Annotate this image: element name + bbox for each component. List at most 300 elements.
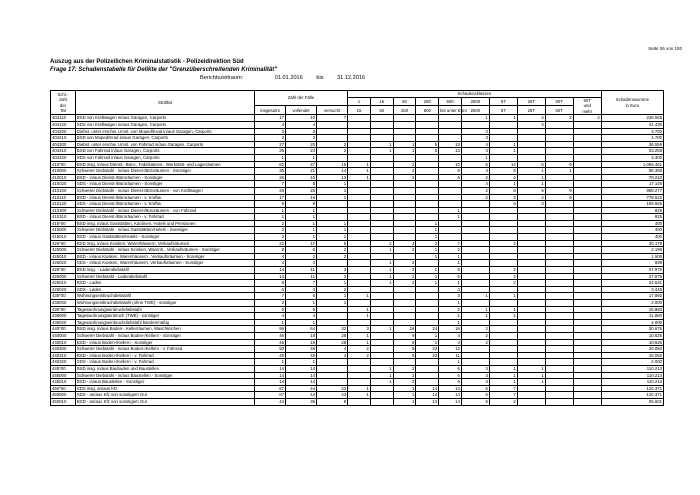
cases-attempted: 14	[317, 168, 348, 175]
damage-class-count	[573, 121, 601, 128]
table-row	[51, 332, 664, 339]
damage-sum: 15.860	[601, 306, 663, 313]
damage-class-count	[461, 247, 489, 254]
damage-class-count: 6	[439, 379, 462, 386]
cases-total: 35	[254, 168, 285, 175]
damage-class-count: 1	[370, 273, 393, 280]
damage-class-count: 1	[517, 168, 545, 175]
cases-completed: 1	[285, 154, 316, 161]
damage-class-count	[439, 227, 462, 234]
damage-class-count: 2	[393, 247, 416, 254]
damage-class-count: 3	[517, 201, 545, 208]
damage-class-count	[573, 227, 601, 234]
damage-class-count	[545, 379, 573, 386]
damage-class-count: 5	[517, 187, 545, 194]
damage-sum: 3.448	[601, 286, 663, 293]
damage-class-count	[573, 201, 601, 208]
damage-class-count	[348, 319, 371, 326]
damage-class-count	[545, 214, 573, 221]
damage-class-count: 3	[461, 372, 489, 379]
cases-total: 50	[254, 346, 285, 353]
damage-class-count	[416, 306, 439, 313]
table-row	[51, 240, 664, 247]
offense-name: BSD - in/aus Dienst-/Büroräumen - v. Fahrrad	[75, 214, 254, 221]
damage-class-count	[489, 135, 517, 142]
damage-class-count	[545, 273, 573, 280]
damage-class-count: 1	[517, 181, 545, 188]
offense-key: 410300	[51, 207, 76, 214]
damage-class-count	[416, 115, 439, 122]
damage-class-count	[545, 319, 573, 326]
cases-completed: 24	[285, 148, 316, 155]
header-class-from: 250	[416, 97, 439, 106]
damage-class-count	[573, 214, 601, 221]
table-row	[51, 293, 664, 300]
damage-class-count: 1	[517, 379, 545, 386]
damage-class-count: 2	[393, 260, 416, 267]
cases-total: 67	[254, 392, 285, 399]
damage-class-count: 5	[416, 141, 439, 148]
damage-class-count	[545, 313, 573, 320]
damage-class-count: 1	[348, 293, 371, 300]
damage-class-count: 2	[393, 168, 416, 175]
damage-class-count	[416, 168, 439, 175]
offense-key: 426*00	[51, 267, 76, 274]
damage-class-count	[348, 148, 371, 155]
damage-class-count	[461, 207, 489, 214]
damage-class-count	[517, 207, 545, 214]
offense-name: Schwerer Diebstahl - Ladendiebstahl	[75, 273, 254, 280]
cases-total: 2	[254, 234, 285, 241]
damage-class-count	[573, 286, 601, 293]
damage-class-count	[489, 220, 517, 227]
cases-total: 26	[254, 174, 285, 181]
damage-class-count	[545, 128, 573, 135]
cases-completed: 4	[285, 313, 316, 320]
damage-class-count	[348, 247, 371, 254]
table-row	[51, 385, 664, 392]
damage-class-count	[393, 181, 416, 188]
table-row	[51, 128, 664, 135]
damage-class-count	[573, 148, 601, 155]
damage-class-count: 1	[393, 398, 416, 405]
damage-class-count: 1	[370, 260, 393, 267]
damage-class-count: 16	[439, 326, 462, 333]
cases-total: 1	[254, 154, 285, 161]
damage-class-count	[393, 319, 416, 326]
damage-class-count	[416, 293, 439, 300]
damage-class-count	[573, 234, 601, 241]
damage-class-count	[545, 234, 573, 241]
cases-total: 6	[254, 286, 285, 293]
damage-class-count	[348, 300, 371, 307]
damage-class-count	[545, 339, 573, 346]
damage-class-count	[517, 286, 545, 293]
cases-total: 5	[254, 306, 285, 313]
damage-class-count: 5	[489, 187, 517, 194]
damage-class-count: 2	[416, 240, 439, 247]
cases-completed: 18	[285, 339, 316, 346]
damage-class-count	[573, 141, 601, 148]
cases-attempted	[317, 128, 348, 135]
offense-key: 450000	[51, 392, 76, 399]
damage-class-count	[573, 220, 601, 227]
damage-class-count	[370, 319, 393, 326]
damage-class-count	[461, 121, 489, 128]
damage-class-count	[416, 372, 439, 379]
damage-class-count: 3	[461, 135, 489, 142]
damage-class-count	[545, 181, 573, 188]
damage-class-count	[573, 293, 601, 300]
damage-class-count	[573, 253, 601, 260]
cases-attempted: 13	[317, 174, 348, 181]
damage-sum: 17.860	[601, 293, 663, 300]
damage-class-count	[545, 286, 573, 293]
damage-class-count	[517, 293, 545, 300]
damage-class-count	[393, 359, 416, 366]
cases-completed: 15	[285, 174, 316, 181]
period-to: 31.12.2016	[337, 75, 366, 81]
offense-key: 404310	[51, 148, 76, 155]
damage-class-count	[348, 121, 371, 128]
damage-class-count	[348, 214, 371, 221]
offense-name: BSD - in/aus Baustellen - Sonstiger	[75, 379, 254, 386]
table-row	[51, 227, 664, 234]
damage-class-count	[545, 300, 573, 307]
damage-sum: 400	[601, 220, 663, 227]
report-period	[200, 75, 365, 81]
damage-class-count	[416, 319, 439, 326]
damage-class-count: 1	[416, 280, 439, 287]
damage-class-count: 1	[370, 267, 393, 274]
cases-attempted: 1	[317, 234, 348, 241]
table-row	[51, 201, 664, 208]
cases-attempted: 2	[317, 253, 348, 260]
cases-total: 49	[254, 352, 285, 359]
cases-total: 26	[254, 187, 285, 194]
damage-class-count	[370, 398, 393, 405]
table-row	[51, 247, 664, 254]
damage-class-count: 1	[416, 247, 439, 254]
offense-key: 410310	[51, 214, 76, 221]
offense-key: 440*00	[51, 326, 76, 333]
offense-key: 440320	[51, 359, 76, 366]
cases-completed: 1	[285, 359, 316, 366]
offense-name: Schwerer Diebstahl - in/aus Boden-/Kellern - Sonstiger	[75, 332, 254, 339]
damage-class-count: 2	[461, 194, 489, 201]
damage-class-count	[370, 346, 393, 353]
damage-class-count	[348, 154, 371, 161]
damage-class-count	[517, 247, 545, 254]
cases-total: 22	[254, 240, 285, 247]
damage-class-count	[348, 201, 371, 208]
damage-class-count	[348, 273, 371, 280]
damage-class-count: 2	[489, 280, 517, 287]
damage-class-count: 13	[439, 141, 462, 148]
damage-class-count	[370, 339, 393, 346]
damage-class-count	[545, 207, 573, 214]
table-row	[51, 161, 664, 168]
damage-class-count	[461, 346, 489, 353]
damage-class-count	[545, 174, 573, 181]
damage-class-count: 1	[439, 207, 462, 214]
damage-class-count	[573, 135, 601, 142]
cases-attempted: 1	[317, 187, 348, 194]
damage-class-count: 1	[393, 392, 416, 399]
damage-class-count: 9	[393, 352, 416, 359]
damage-class-count	[573, 247, 601, 254]
damage-sum: 1.500	[601, 253, 663, 260]
cases-completed: 1	[285, 214, 316, 221]
damage-class-count	[545, 365, 573, 372]
cases-total: 26	[254, 148, 285, 155]
damage-class-count: 4	[439, 332, 462, 339]
offense-name: BSD von Moped/Krad in/aus Garagen, Carports	[75, 135, 254, 142]
offense-name: Schwerer Diebstahl - in/aus Dienst-/Büroräumen - Sonstiger	[75, 168, 254, 175]
offense-name: SDS - an/aus Kfz von sonstigem Gut	[75, 392, 254, 399]
damage-class-count	[393, 293, 416, 300]
damage-class-count: 1	[489, 372, 517, 379]
header-bis-unter: bis unter Euro	[440, 107, 467, 113]
damage-class-count: 7	[439, 240, 462, 247]
table-row	[51, 253, 664, 260]
damage-class-count: 1	[461, 306, 489, 313]
damage-class-count	[489, 234, 517, 241]
damage-class-count: 2	[461, 187, 489, 194]
offense-name: BSD insg. in/aus Gaststätten, Kantinen, Hotels und Pensionen	[75, 220, 254, 227]
damage-sum: 2.000	[601, 359, 663, 366]
damage-class-count	[393, 115, 416, 122]
offense-name: BSD insg. in/aus Kiosken, Warenhäusern, Verkaufsräumen	[75, 240, 254, 247]
damage-class-count: 9	[393, 332, 416, 339]
cases-total: 4	[254, 313, 285, 320]
offense-key: 410020	[51, 181, 76, 188]
header-class-to: 50T	[545, 106, 573, 115]
cases-completed: 11	[285, 267, 316, 274]
table-row	[51, 280, 664, 287]
damage-sum: 825	[601, 214, 663, 221]
offense-key: 426010	[51, 280, 76, 287]
offense-name: BSD - in/aus Gaststätten/Hotels - Sonstiger	[75, 234, 254, 241]
damage-class-count	[370, 115, 393, 122]
cases-completed: 6	[285, 181, 316, 188]
offense-key: 445000	[51, 372, 76, 379]
damage-class-count: 5	[439, 267, 462, 274]
offense-key: 425*00	[51, 240, 76, 247]
damage-class-count: 1	[370, 247, 393, 254]
damage-class-count	[573, 194, 601, 201]
damage-class-count: 6	[489, 201, 517, 208]
cases-attempted	[317, 313, 348, 320]
damage-class-count: 12	[439, 346, 462, 353]
cases-completed: 17	[285, 240, 316, 247]
damage-sum: 235.565	[601, 115, 663, 122]
damage-class-count: 2	[573, 115, 601, 122]
damage-class-count: 4	[393, 240, 416, 247]
damage-class-count	[439, 181, 462, 188]
cases-completed: 7	[285, 280, 316, 287]
damage-class-count	[489, 359, 517, 366]
damage-class-count	[461, 267, 489, 274]
damage-class-count	[393, 154, 416, 161]
damage-class-count	[517, 253, 545, 260]
damage-class-count	[573, 161, 601, 168]
damage-class-count: 4	[439, 339, 462, 346]
damage-class-count	[545, 293, 573, 300]
header-total: insgesamt	[254, 106, 285, 115]
damage-class-count: 14	[416, 392, 439, 399]
damage-class-count: 13	[439, 148, 462, 155]
damage-class-count	[573, 332, 601, 339]
offense-name: Schwerer Diebstahl - in/aus Gaststätten/Hotels - Sonstiger	[75, 227, 254, 234]
damage-class-count	[517, 319, 545, 326]
header-class-from: 50T	[545, 97, 573, 106]
damage-class-count	[370, 135, 393, 142]
damage-class-count	[416, 300, 439, 307]
offense-key: 450010	[51, 398, 76, 405]
cases-completed: 4	[285, 121, 316, 128]
damage-class-count	[489, 247, 517, 254]
damage-class-count: 6	[439, 365, 462, 372]
damage-class-count	[517, 306, 545, 313]
damage-class-count	[439, 201, 462, 208]
cases-total: 8	[254, 280, 285, 287]
damage-class-count	[545, 392, 573, 399]
damage-class-count	[370, 207, 393, 214]
damage-class-count: 1	[489, 379, 517, 386]
header-completed: vollendet	[285, 106, 316, 115]
header-damage-sum: Schadenssumme in Euro	[601, 91, 663, 115]
header-class-to: 15	[348, 106, 371, 115]
cases-attempted: 1	[317, 181, 348, 188]
offense-key: 410010	[51, 174, 76, 181]
period-from: 01.01.2016	[274, 75, 303, 81]
damage-class-count	[573, 240, 601, 247]
damage-sum: 699	[601, 260, 663, 267]
damage-class-count	[573, 372, 601, 379]
cases-attempted	[317, 260, 348, 267]
offense-key: 410000	[51, 168, 76, 175]
table-row	[51, 194, 664, 201]
damage-class-count	[416, 207, 439, 214]
damage-class-count: 5	[461, 161, 489, 168]
damage-class-count: 3	[461, 379, 489, 386]
damage-sum: 110.213	[601, 372, 663, 379]
cases-completed: 2	[285, 253, 316, 260]
damage-sum: 11.860	[601, 313, 663, 320]
cases-attempted: 1	[317, 227, 348, 234]
offense-name: SDS - in/aus Boden-/Kellern - v. Fahrrad	[75, 359, 254, 366]
cases-completed: 46	[285, 346, 316, 353]
damage-class-count	[489, 286, 517, 293]
damage-sum: 189.655	[601, 201, 663, 208]
cases-completed: 14	[285, 365, 316, 372]
cases-attempted: 3	[317, 267, 348, 274]
header-class-to: 500	[416, 106, 439, 115]
damage-sum: 778.622	[601, 194, 663, 201]
cases-attempted: 4	[317, 352, 348, 359]
damage-class-count: 4	[517, 121, 545, 128]
offense-name: BSD von Fahrrad in/aus Garagen, Carports	[75, 148, 254, 155]
damage-class-count: 2	[461, 332, 489, 339]
damage-class-count	[370, 385, 393, 392]
cases-total: 7	[254, 293, 285, 300]
damage-class-count: 3	[461, 168, 489, 175]
header-class-from: 2500	[461, 97, 489, 106]
offense-key: 440000	[51, 332, 76, 339]
cases-total: 1	[254, 319, 285, 326]
table-row	[51, 346, 664, 353]
cases-completed: 6	[285, 247, 316, 254]
offense-name: Diebst. unter erschw. Umst. von Fahrrad in/aus Garagen, Carports	[75, 141, 254, 148]
offense-name: BSD insg. in/aus Baubuden und Baustellen	[75, 365, 254, 372]
cases-total: 2	[254, 227, 285, 234]
offense-name: SDS - in/aus Kiosken, Warenhäusern, Verkaufsräumen - Sonstiger	[75, 260, 254, 267]
cases-total: 17	[254, 115, 285, 122]
damage-class-count: 2	[489, 398, 517, 405]
damage-class-count: 1	[489, 313, 517, 320]
damage-class-count	[573, 267, 601, 274]
damage-class-count	[489, 154, 517, 161]
damage-class-count	[393, 313, 416, 320]
cases-attempted: 5	[317, 240, 348, 247]
damage-class-count: 2	[393, 280, 416, 287]
damage-class-count	[393, 220, 416, 227]
damage-class-count: 5	[416, 148, 439, 155]
damage-class-count	[545, 346, 573, 353]
damage-class-count	[370, 227, 393, 234]
offense-key: 410120	[51, 201, 76, 208]
damage-class-count	[348, 135, 371, 142]
damage-class-count	[348, 365, 371, 372]
offense-name: Tageswohnungseinbruchdiebstahl	[75, 306, 254, 313]
table-row	[51, 174, 664, 181]
damage-class-count	[461, 273, 489, 280]
table-row	[51, 359, 664, 366]
damage-class-count: 1	[348, 392, 371, 399]
cases-completed: 4	[285, 260, 316, 267]
cases-attempted	[317, 359, 348, 366]
table-row	[51, 141, 664, 148]
damage-class-count	[489, 332, 517, 339]
offense-name: BSD von Kraftwagen in/aus Garagen, Carports	[75, 115, 254, 122]
damage-sum: 17.149	[601, 181, 663, 188]
cases-completed: 44	[285, 385, 316, 392]
damage-sum: 36.559	[601, 141, 663, 148]
cases-total: 46	[254, 332, 285, 339]
damage-class-count	[517, 398, 545, 405]
damage-class-count	[416, 379, 439, 386]
offense-key: 415010	[51, 234, 76, 241]
damage-class-count	[370, 332, 393, 339]
cases-completed: 18	[285, 332, 316, 339]
damage-class-count	[573, 398, 601, 405]
cases-attempted	[317, 365, 348, 372]
cases-attempted: 8	[317, 398, 348, 405]
damage-class-count	[517, 280, 545, 287]
cases-completed: 14	[285, 372, 316, 379]
damage-class-count	[461, 300, 489, 307]
damage-class-count: 1	[393, 148, 416, 155]
damage-class-count	[461, 280, 489, 287]
damage-class-count	[370, 194, 393, 201]
damage-class-count	[393, 135, 416, 142]
cases-completed: 25	[285, 187, 316, 194]
damage-class-count	[517, 346, 545, 353]
header-cases: Zahl der Fälle	[254, 91, 347, 106]
damage-class-count	[545, 267, 573, 274]
table-row	[51, 379, 664, 386]
